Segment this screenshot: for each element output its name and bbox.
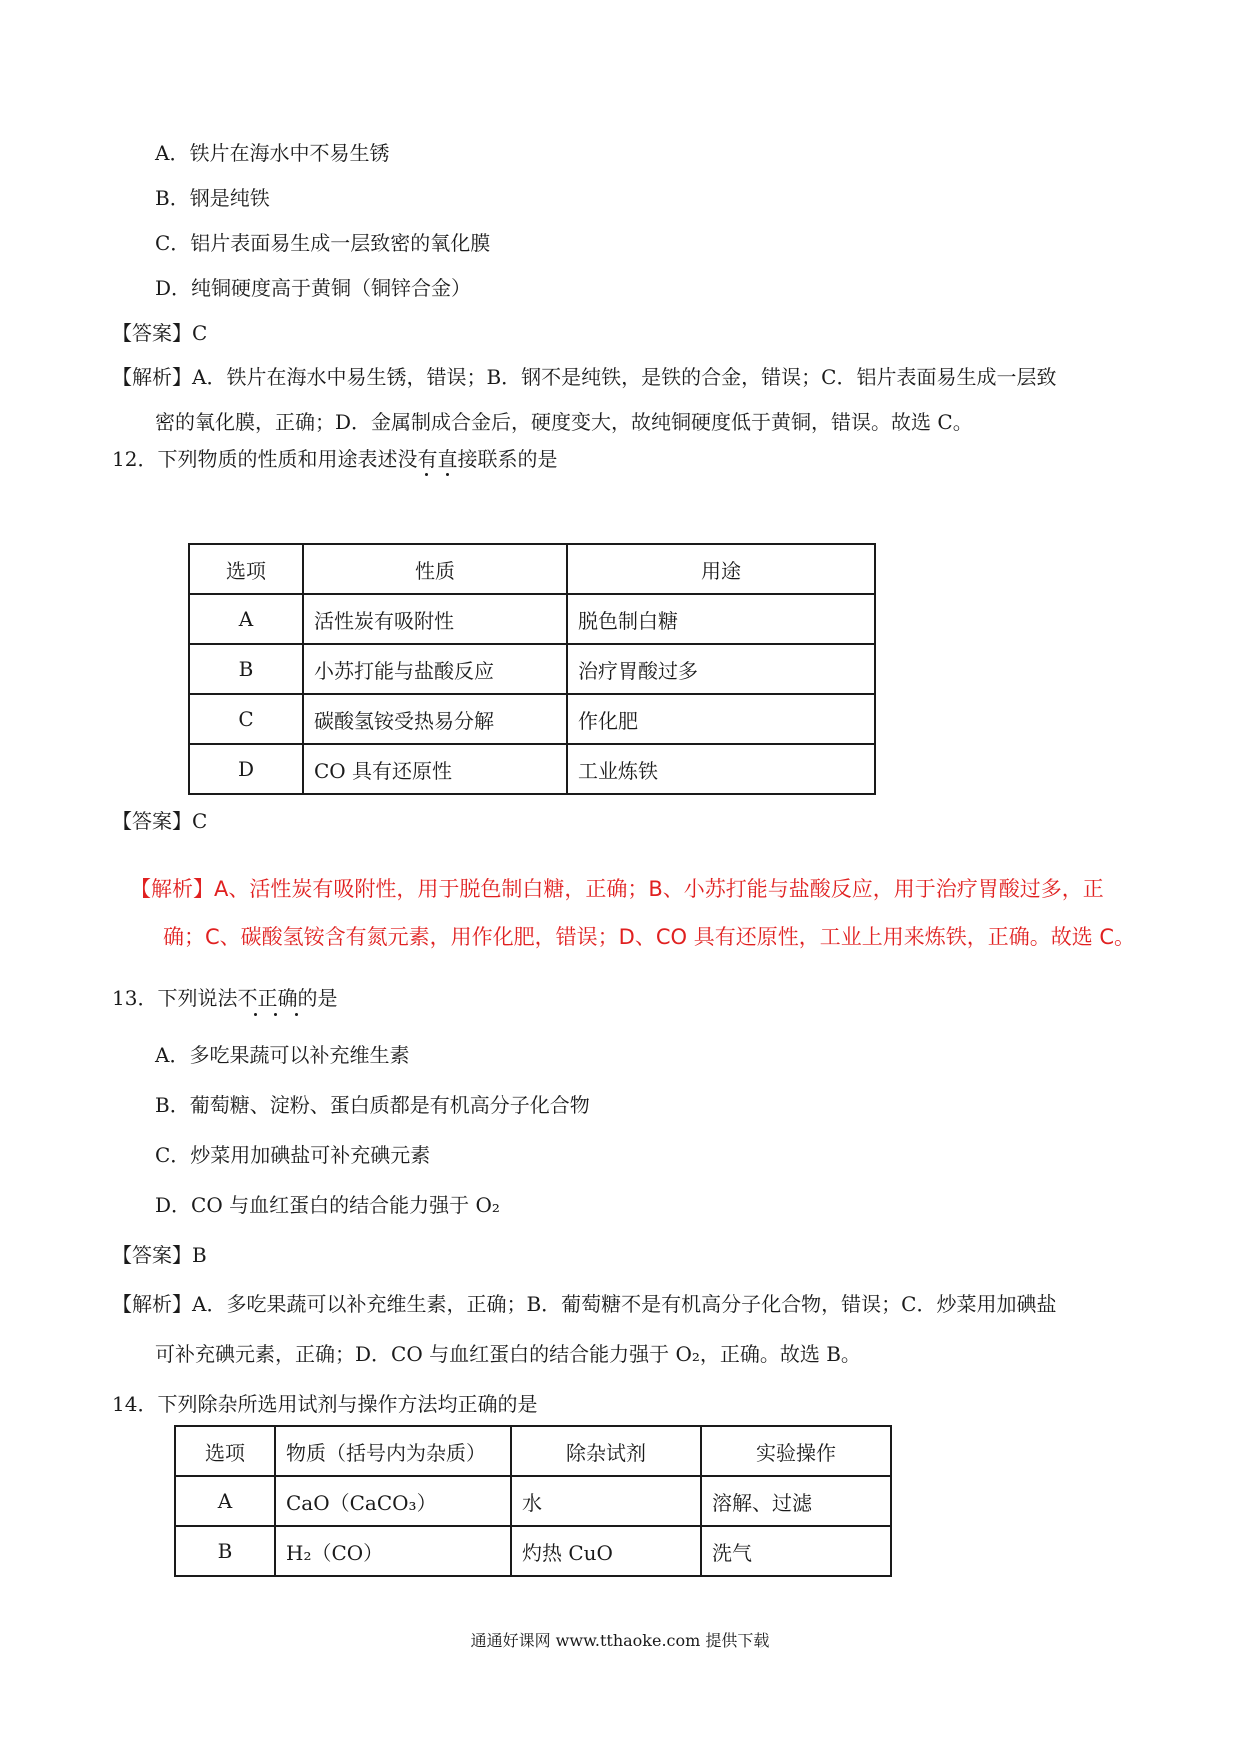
table-cell: 洗气 <box>701 1526 891 1576</box>
q13-answer: 【答案】B <box>112 1243 207 1267</box>
table-row <box>189 694 875 744</box>
table-cell: 灼热 CuO <box>511 1526 701 1576</box>
q11-option-c: C．铝片表面易生成一层致密的氧化膜 <box>155 231 491 255</box>
emphasis-dot <box>295 1013 298 1016</box>
table-header-cell: 除杂试剂 <box>511 1426 701 1476</box>
table-header-row <box>175 1426 891 1476</box>
table-cell: B <box>189 644 303 694</box>
table-cell: A <box>175 1476 275 1526</box>
q12-table <box>188 543 876 795</box>
table-cell: 作化肥 <box>567 694 875 744</box>
q13-option-d: D．CO 与血红蛋白的结合能力强于 O₂ <box>155 1193 500 1217</box>
table-header-cell: 物质（括号内为杂质） <box>275 1426 511 1476</box>
q11-explanation-line1: 【解析】A．铁片在海水中易生锈，错误；B．钢不是纯铁，是铁的合金，错误；C．铝片表面易生成一层致 <box>112 365 1057 389</box>
q12-answer: 【答案】C <box>112 809 208 833</box>
q11-explanation-line2: 密的氧化膜，正确；D．金属制成合金后，硬度变大，故纯铜硬度低于黄铜，错误。故选 C。 <box>155 410 973 434</box>
q13-option-c: C．炒菜用加碘盐可补充碘元素 <box>155 1143 431 1167</box>
emphasis-dot <box>446 473 449 476</box>
table-cell: CaO（CaCO₃） <box>275 1476 511 1526</box>
table-cell: C <box>189 694 303 744</box>
q11-option-d: D．纯铜硬度高于黄铜（铜锌合金） <box>155 276 472 300</box>
q12-explanation-line1: 【解析】A、活性炭有吸附性，用于脱色制白糖，正确；B、小苏打能与盐酸反应，用于治疗胃酸过多，正 <box>130 877 1104 901</box>
table-cell: 小苏打能与盐酸反应 <box>303 644 567 694</box>
q11-option-b: B．钢是纯铁 <box>155 186 270 210</box>
emphasis-dot <box>254 1013 257 1016</box>
emphasis-dot <box>274 1013 277 1016</box>
q13-explanation-line1: 【解析】A．多吃果蔬可以补充维生素，正确；B．葡萄糖不是有机高分子化合物，错误；C．炒菜用加碘盐 <box>112 1292 1057 1316</box>
table-cell: 活性炭有吸附性 <box>303 594 567 644</box>
table-cell: 工业炼铁 <box>567 744 875 794</box>
table-cell: D <box>189 744 303 794</box>
table-header-cell: 实验操作 <box>701 1426 891 1476</box>
q13-option-a: A．多吃果蔬可以补充维生素 <box>155 1043 410 1067</box>
table-row <box>175 1526 891 1576</box>
table-header-cell: 用途 <box>567 544 875 594</box>
page-footer: 通通好课网 www.tthaoke.com 提供下载 <box>470 1631 770 1650</box>
emphasis-dot <box>425 473 428 476</box>
q14-question: 14．下列除杂所选用试剂与操作方法均正确的是 <box>112 1392 538 1416</box>
table-header-cell: 选项 <box>175 1426 275 1476</box>
table-row <box>189 594 875 644</box>
q13-question: 13．下列说法不正确的是 <box>112 986 338 1010</box>
table-cell: A <box>189 594 303 644</box>
table-row <box>175 1476 891 1526</box>
q12-explanation-line2: 确；C、碳酸氢铵含有氮元素，用作化肥，错误；D、CO 具有还原性，工业上用来炼铁，正确。故选 C。 <box>163 925 1136 949</box>
table-row <box>189 644 875 694</box>
table-cell: 脱色制白糖 <box>567 594 875 644</box>
q12-question: 12．下列物质的性质和用途表述没有直接联系的是 <box>112 447 558 471</box>
q14-table <box>174 1425 892 1577</box>
table-cell: 治疗胃酸过多 <box>567 644 875 694</box>
q13-explanation-line2: 可补充碘元素，正确；D．CO 与血红蛋白的结合能力强于 O₂，正确。故选 B。 <box>155 1342 861 1366</box>
q11-answer: 【答案】C <box>112 321 208 345</box>
table-header-row <box>189 544 875 594</box>
q13-option-b: B．葡萄糖、淀粉、蛋白质都是有机高分子化合物 <box>155 1093 590 1117</box>
table-cell: 溶解、过滤 <box>701 1476 891 1526</box>
table-row <box>189 744 875 794</box>
table-cell: 水 <box>511 1476 701 1526</box>
table-header-cell: 选项 <box>189 544 303 594</box>
table-header-cell: 性质 <box>303 544 567 594</box>
table-cell: 碳酸氢铵受热易分解 <box>303 694 567 744</box>
table-cell: B <box>175 1526 275 1576</box>
table-cell: H₂（CO） <box>275 1526 511 1576</box>
table-cell: CO 具有还原性 <box>303 744 567 794</box>
q11-option-a: A．铁片在海水中不易生锈 <box>155 141 390 165</box>
